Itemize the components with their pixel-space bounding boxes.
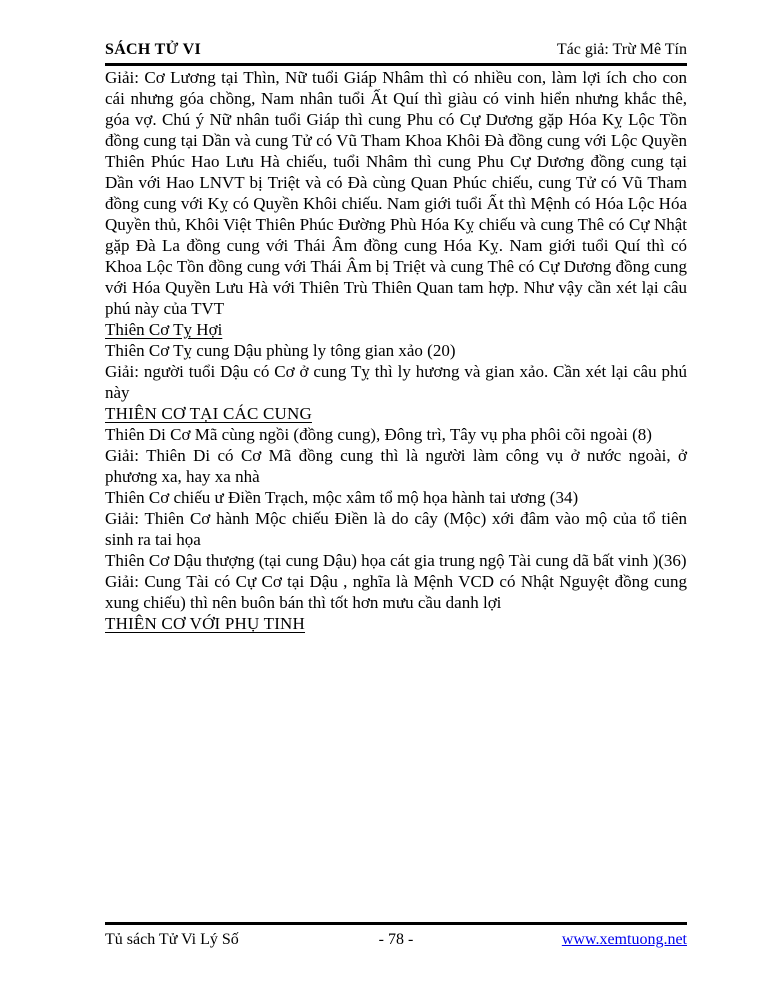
- footer-series: Tủ sách Tử Vi Lý Số: [105, 931, 239, 948]
- phu-line-34: Thiên Cơ chiếu ư Điền Trạch, mộc xâm tổ mộ họa hành tai ương (34): [105, 488, 579, 507]
- giai-paragraph-34: Giải: Thiên Cơ hành Mộc chiếu Điền là do cây (Mộc) xới đâm vào mộ của tổ tiên sinh ra tai họa: [105, 509, 687, 549]
- phu-line-20: Thiên Cơ Tỵ cung Dậu phùng ly tông gian xảo (20): [105, 341, 456, 360]
- page-footer: [105, 922, 687, 949]
- section-heading-thien-co-ty-hoi: Thiên Cơ Tỵ Hợi: [105, 320, 223, 339]
- section-heading-thien-co-voi-phu-tinh: THIÊN CƠ VỚI PHỤ TINH: [105, 614, 306, 633]
- page-content: [105, 67, 687, 634]
- author-credit: Tác giả: Trừ Mê Tín: [556, 41, 687, 58]
- footer-website-link[interactable]: www.xemtuong.net: [561, 931, 687, 948]
- phu-line-8: Thiên Di Cơ Mã cùng ngồi (đồng cung), Đông trì, Tây vụ pha phôi cõi ngoài (8): [105, 425, 652, 444]
- giai-paragraph-36: Giải: Cung Tài có Cự Cơ tại Dậu , nghĩa là Mệnh VCD có Nhật Nguyệt đồng cung xung chiếu) thì nên buôn bán thì tốt hơn mưu cầu danh lợi: [105, 572, 687, 612]
- phu-line-36: Thiên Cơ Dậu thượng (tại cung Dậu) họa cát gia trung ngộ Tài cung dã bất vinh )(36): [105, 551, 687, 570]
- intro-paragraph: Giải: Cơ Lương tại Thìn, Nữ tuổi Giáp Nhâm thì có nhiều con, làm lợi ích cho con cái nhưng góa chồng, Nam nhân tuổi Ất Quí thì giàu có vinh hiển nhưng khắc thê, góa vợ. Chú ý Nữ nhân tuổi Giáp thì cung Phu có Cự Dương gặp Hóa Kỵ Lộc Tồn đồng cung tại Dần và cung Tử có Vũ Tham Khoa Khôi Đà đồng cung với Lộc Quyền Thiên Phúc Hao Lưu Hà chiếu, tuổi Nhâm thì cung Phu Cự Dương đồng cung tại Dần với Hao LNVT bị Triệt và có Đà cùng Quan Phúc chiếu, cung Tử có Vũ Tham đồng cung với Kỵ có Quyền Khôi chiếu. Nam giới tuổi Ất thì Mệnh có Hóa Lộc Hóa Quyền thủ, Khôi Việt Thiên Phúc Đường Phù Hóa Kỵ chiếu và cung Thê có Cự Nhật gặp Đà La đồng cung với Thái Âm đồng cung Hóa Kỵ. Nam giới tuổi Quí thì có Khoa Lộc Tồn đồng cung với Thái Âm bị Triệt và cung Thê có Cự Dương đồng cung với Hóa Quyền Lưu Hà với Thiên Trù Thiên Quan tam hợp. Như vậy cần xét lại câu phú này của TVT: [105, 68, 687, 318]
- section-heading-thien-co-tai-cac-cung: THIÊN CƠ TẠI CÁC CUNG: [105, 404, 312, 423]
- book-title: SÁCH TỬ VI: [105, 41, 202, 58]
- footer-page-number: - 78 -: [378, 931, 414, 948]
- page-header: [105, 40, 687, 66]
- giai-paragraph-8: Giải: Thiên Di có Cơ Mã đồng cung thì là người làm công vụ ở nước ngoài, ở phương xa, hay xa nhà: [105, 446, 687, 486]
- giai-paragraph-20: Giải: người tuổi Dậu có Cơ ở cung Tỵ thì ly hương và gian xảo. Cần xét lại câu phú này: [105, 362, 687, 402]
